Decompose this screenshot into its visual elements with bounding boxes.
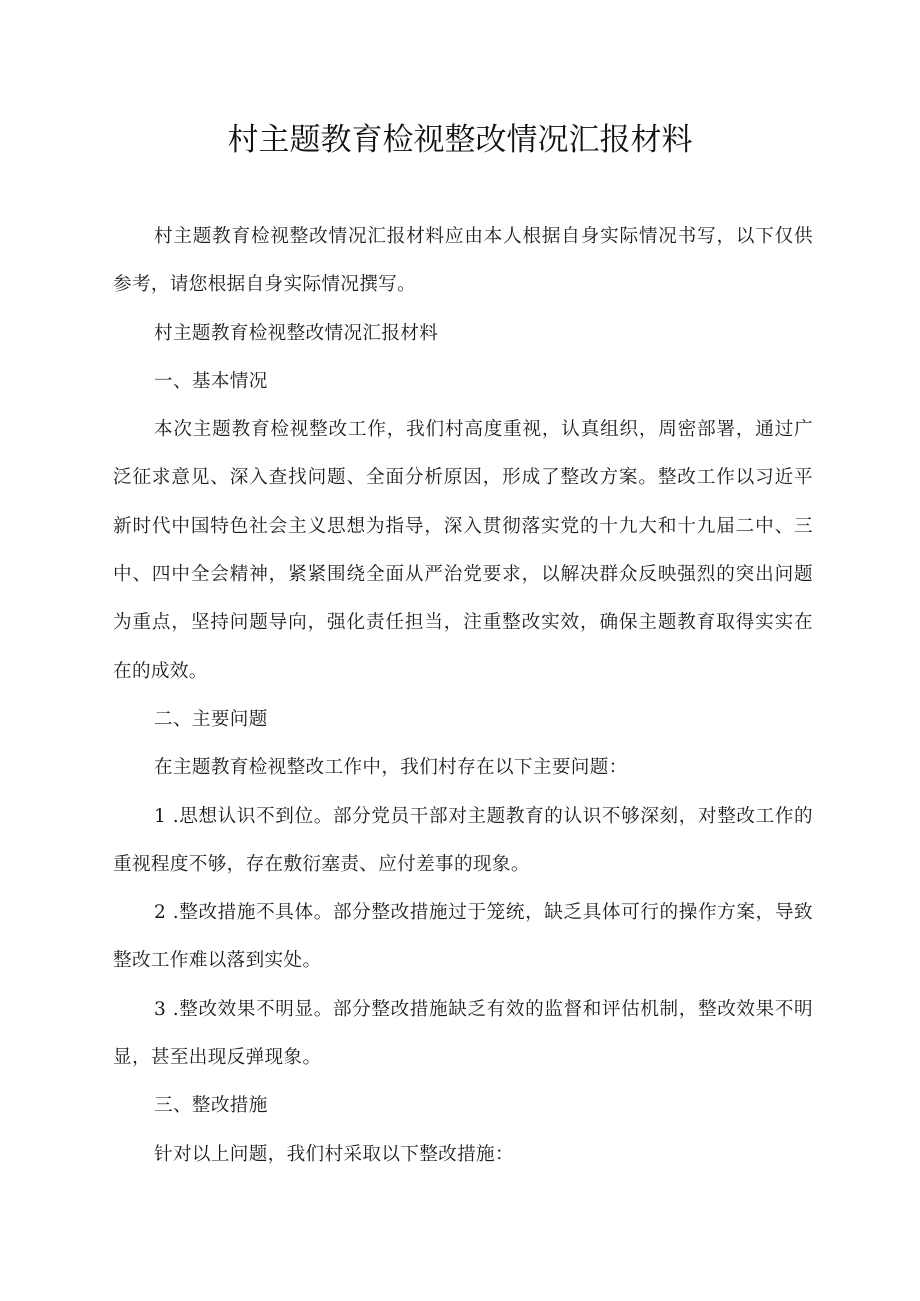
basic-situation-paragraph: 本次主题教育检视整改工作，我们村高度重视，认真组织，周密部署，通过广泛征求意见、深入查找问题、全面分析原因，形成了整改方案。整改工作以习近平新时代中国特色社会主义思想为指导，深入贯彻落实党的十九大和十九届二中、三中、四中全会精神，紧紧围绕全面从严治党要求，以解决群众反映强烈的突出问题为重点，坚持问题导向，强化责任担当，注重整改实效，确保主题教育取得实实在在的成效。 bbox=[113, 419, 813, 682]
problems-intro-paragraph: 在主题教育检视整改工作中，我们村存在以下主要问题： bbox=[154, 757, 628, 779]
problem-item-3: 3 .整改效果不明显。部分整改措施缺乏有效的监督和评估机制，整改效果不明显，甚至出现反弹现象。 bbox=[113, 998, 813, 1069]
section-heading-measures: 三、整改措施 bbox=[154, 1095, 268, 1117]
section-heading-problems: 二、主要问题 bbox=[154, 708, 268, 730]
subtitle-paragraph: 村主题教育检视整改情况汇报材料 bbox=[154, 322, 439, 344]
problem-item-1: 1 .思想认识不到位。部分党员干部对主题教育的认识不够深刻，对整改工作的重视程度不够，存在敷衍塞责、应付差事的现象。 bbox=[113, 805, 813, 875]
document-body bbox=[113, 213, 813, 1179]
section-heading-basic: 一、基本情况 bbox=[154, 370, 268, 392]
measures-intro-paragraph: 针对以上问题，我们村采取以下整改措施： bbox=[154, 1143, 514, 1165]
intro-paragraph: 村主题教育检视整改情况汇报材料应由本人根据自身实际情况书写，以下仅供参考，请您根据自身实际情况撰写。 bbox=[113, 226, 813, 296]
problem-item-2: 2 .整改措施不具体。部分整改措施过于笼统，缺乏具体可行的操作方案，导致整改工作难以落到实处。 bbox=[113, 902, 813, 972]
document-title: 村主题教育检视整改情况汇报材料 bbox=[227, 122, 693, 158]
